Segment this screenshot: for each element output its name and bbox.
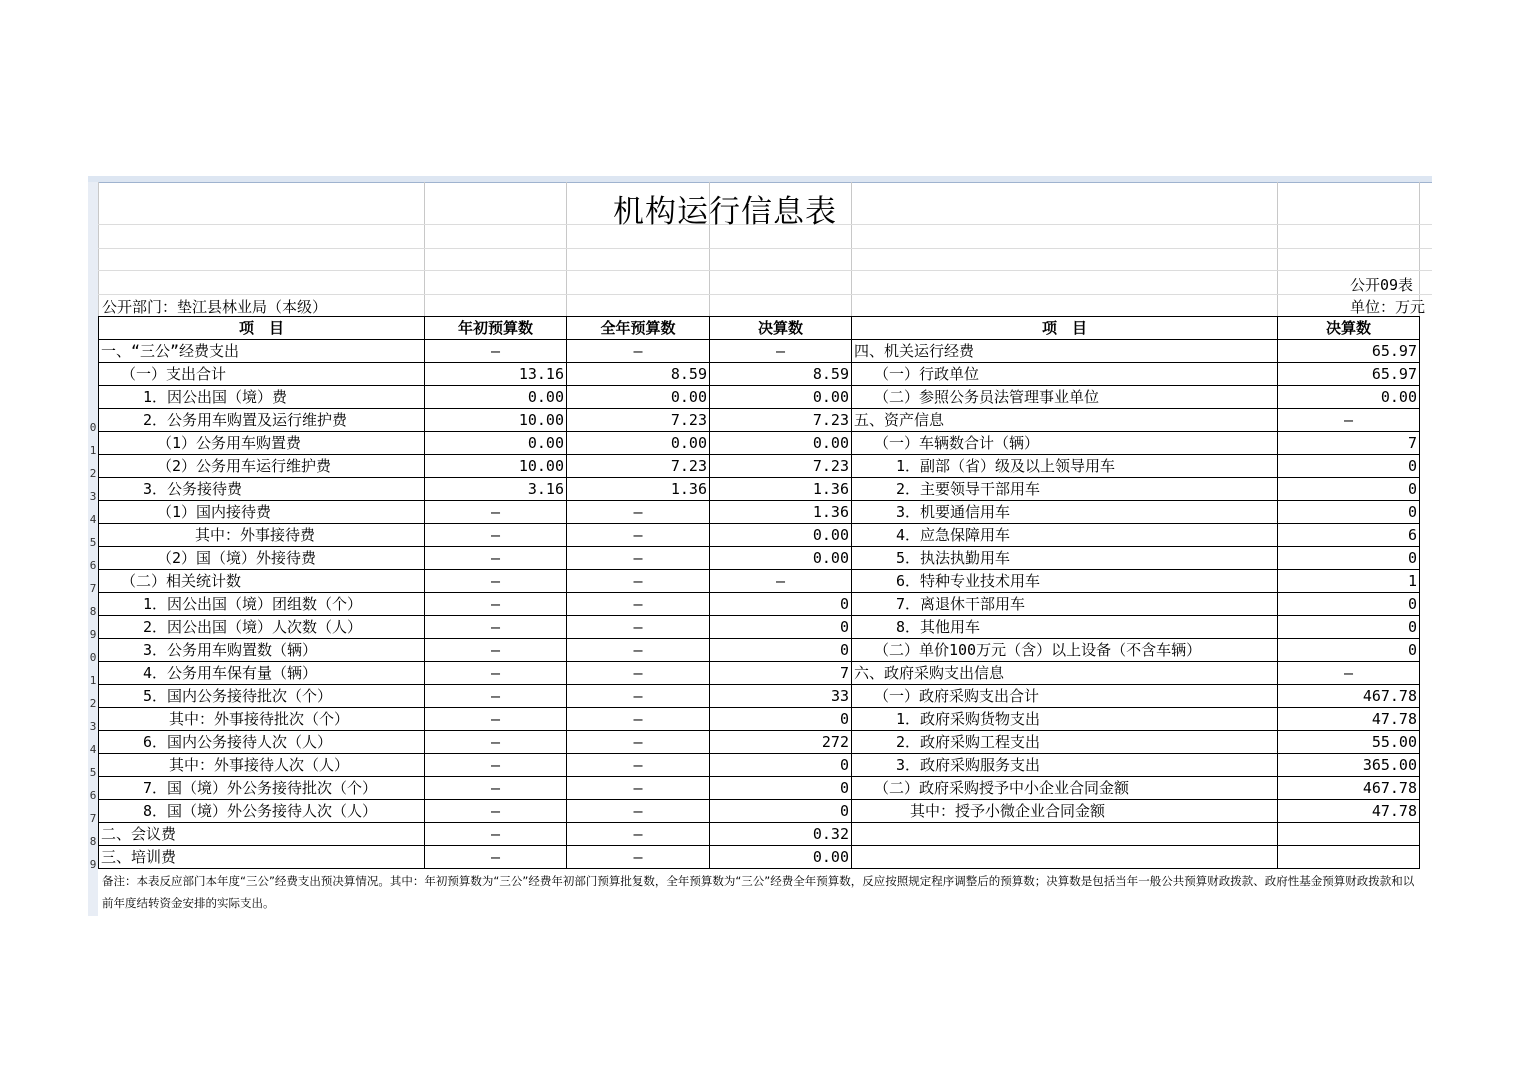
initial-budget-cell: —: [425, 754, 567, 777]
table-row: [99, 685, 1420, 708]
right-item-cell: 四、机关运行经费: [852, 340, 1278, 363]
final-amount-cell: 0.32: [710, 823, 852, 846]
full-budget-cell: —: [567, 501, 710, 524]
row-number: 2: [89, 697, 97, 710]
final-amount-cell: 8.59: [710, 363, 852, 386]
right-final-cell: 65.97: [1278, 363, 1420, 386]
initial-budget-cell: —: [425, 340, 567, 363]
header-initial-budget: 年初预算数: [425, 317, 567, 340]
right-final-cell: 0: [1278, 593, 1420, 616]
final-amount-cell: —: [710, 570, 852, 593]
row-number: 1: [89, 674, 97, 687]
row-number: 5: [89, 536, 97, 549]
right-item-cell: （二）政府采购授予中小企业合同金额: [852, 777, 1278, 800]
initial-budget-cell: —: [425, 800, 567, 823]
table-row: [99, 731, 1420, 754]
full-budget-cell: 1.36: [567, 478, 710, 501]
full-budget-cell: 0.00: [567, 432, 710, 455]
final-amount-cell: 0.00: [710, 386, 852, 409]
full-budget-cell: —: [567, 662, 710, 685]
initial-budget-cell: —: [425, 731, 567, 754]
page-title: 机构运行信息表: [613, 194, 837, 230]
right-final-cell: —: [1278, 662, 1420, 685]
table-row: [99, 386, 1420, 409]
table-row: [99, 432, 1420, 455]
initial-budget-cell: 13.16: [425, 363, 567, 386]
table-row: [99, 708, 1420, 731]
initial-budget-cell: 3.16: [425, 478, 567, 501]
full-budget-cell: 7.23: [567, 455, 710, 478]
initial-budget-cell: —: [425, 570, 567, 593]
full-budget-cell: —: [567, 570, 710, 593]
table-row: [99, 846, 1420, 869]
final-amount-cell: 272: [710, 731, 852, 754]
left-item-cell: （2）国（境）外接待费: [99, 547, 425, 570]
full-budget-cell: —: [567, 846, 710, 869]
table-row: [99, 340, 1420, 363]
right-final-cell: [1278, 823, 1420, 846]
header-right-item: 项 目: [852, 317, 1278, 340]
initial-budget-cell: 10.00: [425, 409, 567, 432]
right-item-cell: （一）车辆数合计（辆）: [852, 432, 1278, 455]
full-budget-cell: 8.59: [567, 363, 710, 386]
header-full-budget: 全年预算数: [567, 317, 710, 340]
table-row: [99, 455, 1420, 478]
initial-budget-cell: 0.00: [425, 386, 567, 409]
footnote: 备注：本表反应部门本年度“三公”经费支出预决算情况。其中：年初预算数为“三公”经费年初部门预算批复数，全年预算数为“三公”经费全年预算数，反应按照规定程序调整后的预算数；决算数是包括当年一般公共预算财政拨款、政府性基金预算财政拨款和以前年度结转资金安排的实际支出。: [102, 874, 1415, 910]
left-item-cell: （一）支出合计: [99, 363, 425, 386]
initial-budget-cell: —: [425, 593, 567, 616]
final-amount-cell: 0: [710, 639, 852, 662]
full-budget-cell: —: [567, 777, 710, 800]
initial-budget-cell: —: [425, 685, 567, 708]
full-budget-cell: 0.00: [567, 386, 710, 409]
row-number: 3: [89, 490, 97, 503]
left-item-cell: 5．国内公务接待批次（个）: [99, 685, 425, 708]
left-item-cell: 二、会议费: [99, 823, 425, 846]
right-item-cell: 3．政府采购服务支出: [852, 754, 1278, 777]
initial-budget-cell: —: [425, 501, 567, 524]
full-budget-cell: —: [567, 754, 710, 777]
row-number: 3: [89, 720, 97, 733]
table-row: [99, 593, 1420, 616]
final-amount-cell: 7.23: [710, 455, 852, 478]
final-amount-cell: 0.00: [710, 846, 852, 869]
full-budget-cell: —: [567, 823, 710, 846]
left-item-cell: （二）相关统计数: [99, 570, 425, 593]
right-final-cell: 0: [1278, 455, 1420, 478]
row-number: 2: [89, 467, 97, 480]
final-amount-cell: 0: [710, 708, 852, 731]
final-amount-cell: 0.00: [710, 547, 852, 570]
left-item-cell: 4．公务用车保有量（辆）: [99, 662, 425, 685]
column-header-strip: [88, 176, 1432, 183]
row-number: 4: [89, 513, 97, 526]
table-row: [99, 547, 1420, 570]
right-item-cell: 其中：授予小微企业合同金额: [852, 800, 1278, 823]
right-final-cell: 0: [1278, 547, 1420, 570]
left-item-cell: （2）公务用车运行维护费: [99, 455, 425, 478]
full-budget-cell: —: [567, 616, 710, 639]
final-amount-cell: 0: [710, 593, 852, 616]
initial-budget-cell: —: [425, 547, 567, 570]
header-right-final: 决算数: [1278, 317, 1420, 340]
left-item-cell: （1）国内接待费: [99, 501, 425, 524]
table-row: [99, 570, 1420, 593]
row-number: 4: [89, 743, 97, 756]
initial-budget-cell: —: [425, 662, 567, 685]
left-item-cell: 2．因公出国（境）人次数（人）: [99, 616, 425, 639]
full-budget-cell: —: [567, 593, 710, 616]
table-row: [99, 800, 1420, 823]
right-final-cell: 467.78: [1278, 777, 1420, 800]
right-item-cell: 4．应急保障用车: [852, 524, 1278, 547]
row-number: 8: [89, 835, 97, 848]
initial-budget-cell: 0.00: [425, 432, 567, 455]
right-item-cell: 2．政府采购工程支出: [852, 731, 1278, 754]
right-final-cell: 55.00: [1278, 731, 1420, 754]
table-row: [99, 501, 1420, 524]
right-item-cell: （一）政府采购支出合计: [852, 685, 1278, 708]
table-row: [99, 639, 1420, 662]
table-row: [99, 478, 1420, 501]
right-item-cell: 2．主要领导干部用车: [852, 478, 1278, 501]
row-number-gutter: [88, 182, 98, 916]
left-item-cell: 其中：外事接待人次（人）: [99, 754, 425, 777]
left-item-cell: 1．因公出国（境）团组数（个）: [99, 593, 425, 616]
full-budget-cell: —: [567, 524, 710, 547]
row-number: 0: [89, 421, 97, 434]
left-item-cell: 3．公务接待费: [99, 478, 425, 501]
initial-budget-cell: —: [425, 846, 567, 869]
table-row: [99, 524, 1420, 547]
row-number: 7: [89, 582, 97, 595]
initial-budget-cell: —: [425, 708, 567, 731]
right-final-cell: 6: [1278, 524, 1420, 547]
header-left-item: 项 目: [99, 317, 425, 340]
row-number: 7: [89, 812, 97, 825]
department-label: 公开部门：垫江县林业局（本级）: [102, 298, 328, 316]
right-final-cell: 7: [1278, 432, 1420, 455]
right-item-cell: 8．其他用车: [852, 616, 1278, 639]
right-item-cell: 5．执法执勤用车: [852, 547, 1278, 570]
right-final-cell: 0.00: [1278, 386, 1420, 409]
spreadsheet: [88, 176, 1432, 916]
table-row: [99, 616, 1420, 639]
full-budget-cell: —: [567, 685, 710, 708]
right-item-cell: 六、政府采购支出信息: [852, 662, 1278, 685]
right-item-cell: 五、资产信息: [852, 409, 1278, 432]
right-final-cell: 365.00: [1278, 754, 1420, 777]
left-item-cell: （1）公务用车购置费: [99, 432, 425, 455]
full-budget-cell: —: [567, 547, 710, 570]
right-item-cell: 7．离退休干部用车: [852, 593, 1278, 616]
final-amount-cell: 1.36: [710, 478, 852, 501]
final-amount-cell: —: [710, 340, 852, 363]
left-item-cell: 其中：外事接待费: [99, 524, 425, 547]
full-budget-cell: —: [567, 340, 710, 363]
left-item-cell: 7．国（境）外公务接待批次（个）: [99, 777, 425, 800]
full-budget-cell: —: [567, 731, 710, 754]
final-amount-cell: 0: [710, 800, 852, 823]
full-budget-cell: 7.23: [567, 409, 710, 432]
full-budget-cell: —: [567, 639, 710, 662]
table-header-row: [99, 317, 1420, 340]
initial-budget-cell: —: [425, 616, 567, 639]
row-number: 9: [89, 628, 97, 641]
initial-budget-cell: —: [425, 639, 567, 662]
right-final-cell: 65.97: [1278, 340, 1420, 363]
right-item-cell: （二）参照公务员法管理事业单位: [852, 386, 1278, 409]
right-item-cell: （一）行政单位: [852, 363, 1278, 386]
table-row: [99, 363, 1420, 386]
left-item-cell: 2．公务用车购置及运行维护费: [99, 409, 425, 432]
final-amount-cell: 0: [710, 616, 852, 639]
row-number: 9: [89, 858, 97, 871]
form-number: 公开09表: [1350, 276, 1414, 294]
right-item-cell: （二）单价100万元（含）以上设备（不含车辆）: [852, 639, 1278, 662]
full-budget-cell: —: [567, 800, 710, 823]
right-final-cell: —: [1278, 409, 1420, 432]
unit-label: 单位：万元: [1350, 298, 1426, 316]
table-row: [99, 662, 1420, 685]
final-amount-cell: 7.23: [710, 409, 852, 432]
final-amount-cell: 33: [710, 685, 852, 708]
initial-budget-cell: —: [425, 823, 567, 846]
right-final-cell: 0: [1278, 616, 1420, 639]
table-row: [99, 754, 1420, 777]
left-item-cell: 一、“三公”经费支出: [99, 340, 425, 363]
right-item-cell: 3．机要通信用车: [852, 501, 1278, 524]
info-table: [98, 316, 1420, 869]
right-final-cell: 0: [1278, 639, 1420, 662]
full-budget-cell: —: [567, 708, 710, 731]
initial-budget-cell: —: [425, 777, 567, 800]
right-final-cell: 0: [1278, 501, 1420, 524]
row-number: 8: [89, 605, 97, 618]
left-item-cell: 其中：外事接待批次（个）: [99, 708, 425, 731]
row-number: 0: [89, 651, 97, 664]
right-final-cell: 1: [1278, 570, 1420, 593]
final-amount-cell: 0: [710, 777, 852, 800]
initial-budget-cell: —: [425, 524, 567, 547]
left-item-cell: 6．国内公务接待人次（人）: [99, 731, 425, 754]
right-item-cell: 6．特种专业技术用车: [852, 570, 1278, 593]
right-final-cell: 0: [1278, 478, 1420, 501]
left-item-cell: 3．公务用车购置数（辆）: [99, 639, 425, 662]
row-number: 6: [89, 789, 97, 802]
right-final-cell: 47.78: [1278, 800, 1420, 823]
table-row: [99, 777, 1420, 800]
right-item-cell: [852, 823, 1278, 846]
right-final-cell: 47.78: [1278, 708, 1420, 731]
table-row: [99, 823, 1420, 846]
final-amount-cell: 0.00: [710, 432, 852, 455]
final-amount-cell: 0.00: [710, 524, 852, 547]
final-amount-cell: 1.36: [710, 501, 852, 524]
left-item-cell: 三、培训费: [99, 846, 425, 869]
row-number: 5: [89, 766, 97, 779]
row-number: 6: [89, 559, 97, 572]
left-item-cell: 8．国（境）外公务接待人次（人）: [99, 800, 425, 823]
final-amount-cell: 0: [710, 754, 852, 777]
right-final-cell: 467.78: [1278, 685, 1420, 708]
right-item-cell: [852, 846, 1278, 869]
right-item-cell: 1．政府采购货物支出: [852, 708, 1278, 731]
row-number: 1: [89, 444, 97, 457]
right-item-cell: 1．副部（省）级及以上领导用车: [852, 455, 1278, 478]
table-row: [99, 409, 1420, 432]
final-amount-cell: 7: [710, 662, 852, 685]
right-final-cell: [1278, 846, 1420, 869]
left-item-cell: 1．因公出国（境）费: [99, 386, 425, 409]
header-final-amount: 决算数: [710, 317, 852, 340]
initial-budget-cell: 10.00: [425, 455, 567, 478]
